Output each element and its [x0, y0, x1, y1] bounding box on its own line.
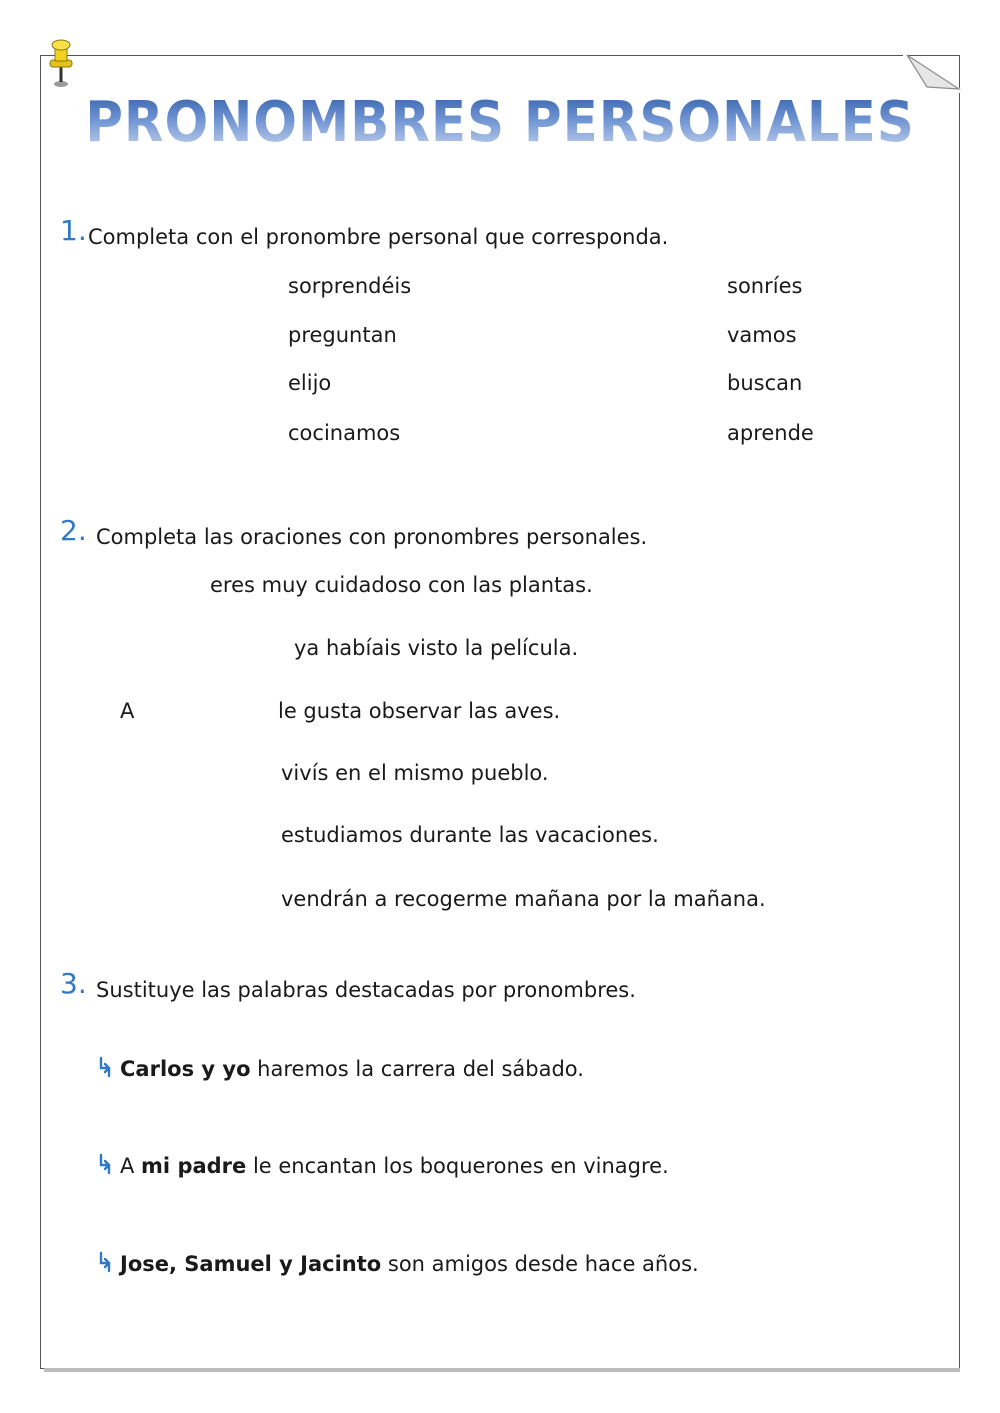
page-title: PRONOMBRES PERSONALES — [40, 90, 960, 155]
verb-left-2: preguntan — [288, 323, 397, 347]
section1-instruction: Completa con el pronombre personal que corresponda. — [88, 225, 669, 249]
replace-item-2-pre: A — [120, 1154, 142, 1178]
replace-item-2 — [120, 1154, 669, 1178]
verb-left-3: elijo — [288, 371, 332, 395]
verb-right-2: vamos — [727, 323, 797, 347]
bullet-pin-icon — [98, 1251, 112, 1273]
replace-item-1-highlight: Carlos y yo — [120, 1057, 251, 1081]
verb-left-1: sorprendéis — [288, 274, 412, 298]
section3-number: 3. — [60, 967, 87, 1000]
pushpin-icon — [44, 38, 78, 88]
verb-right-3: buscan — [727, 371, 803, 395]
sentence-6: vendrán a recogerme mañana por la mañana. — [281, 887, 766, 911]
replace-item-2-rest: le encantan los boquerones en vinagre. — [246, 1154, 669, 1178]
section2-number: 2. — [60, 514, 87, 547]
section1-number: 1. — [60, 214, 87, 247]
verb-right-1: sonríes — [727, 274, 803, 298]
verb-left-4: cocinamos — [288, 421, 401, 445]
sentence-2: ya habíais visto la película. — [294, 636, 579, 660]
bullet-pin-icon — [98, 1153, 112, 1175]
section3-instruction: Sustituye las palabras destacadas por pronombres. — [96, 978, 636, 1002]
sentence-5: estudiamos durante las vacaciones. — [281, 823, 659, 847]
replace-item-2-highlight: mi padre — [141, 1154, 247, 1178]
replace-item-3 — [120, 1252, 699, 1276]
replace-item-3-rest: son amigos desde hace años. — [381, 1252, 699, 1276]
page-curl-icon — [903, 53, 961, 93]
bullet-pin-icon — [98, 1056, 112, 1078]
sentence-3: le gusta observar las aves. — [278, 699, 561, 723]
sentence-3-prefix: A — [120, 699, 135, 723]
section2-instruction: Completa las oraciones con pronombres personales. — [96, 525, 648, 549]
sentence-1: eres muy cuidadoso con las plantas. — [210, 573, 593, 597]
verb-right-4: aprende — [727, 421, 814, 445]
sentence-4: vivís en el mismo pueblo. — [281, 761, 549, 785]
replace-item-3-highlight: Jose, Samuel y Jacinto — [120, 1252, 382, 1276]
page-shadow — [44, 1368, 960, 1372]
replace-item-1-rest: haremos la carrera del sábado. — [250, 1057, 584, 1081]
replace-item-1 — [120, 1057, 584, 1081]
